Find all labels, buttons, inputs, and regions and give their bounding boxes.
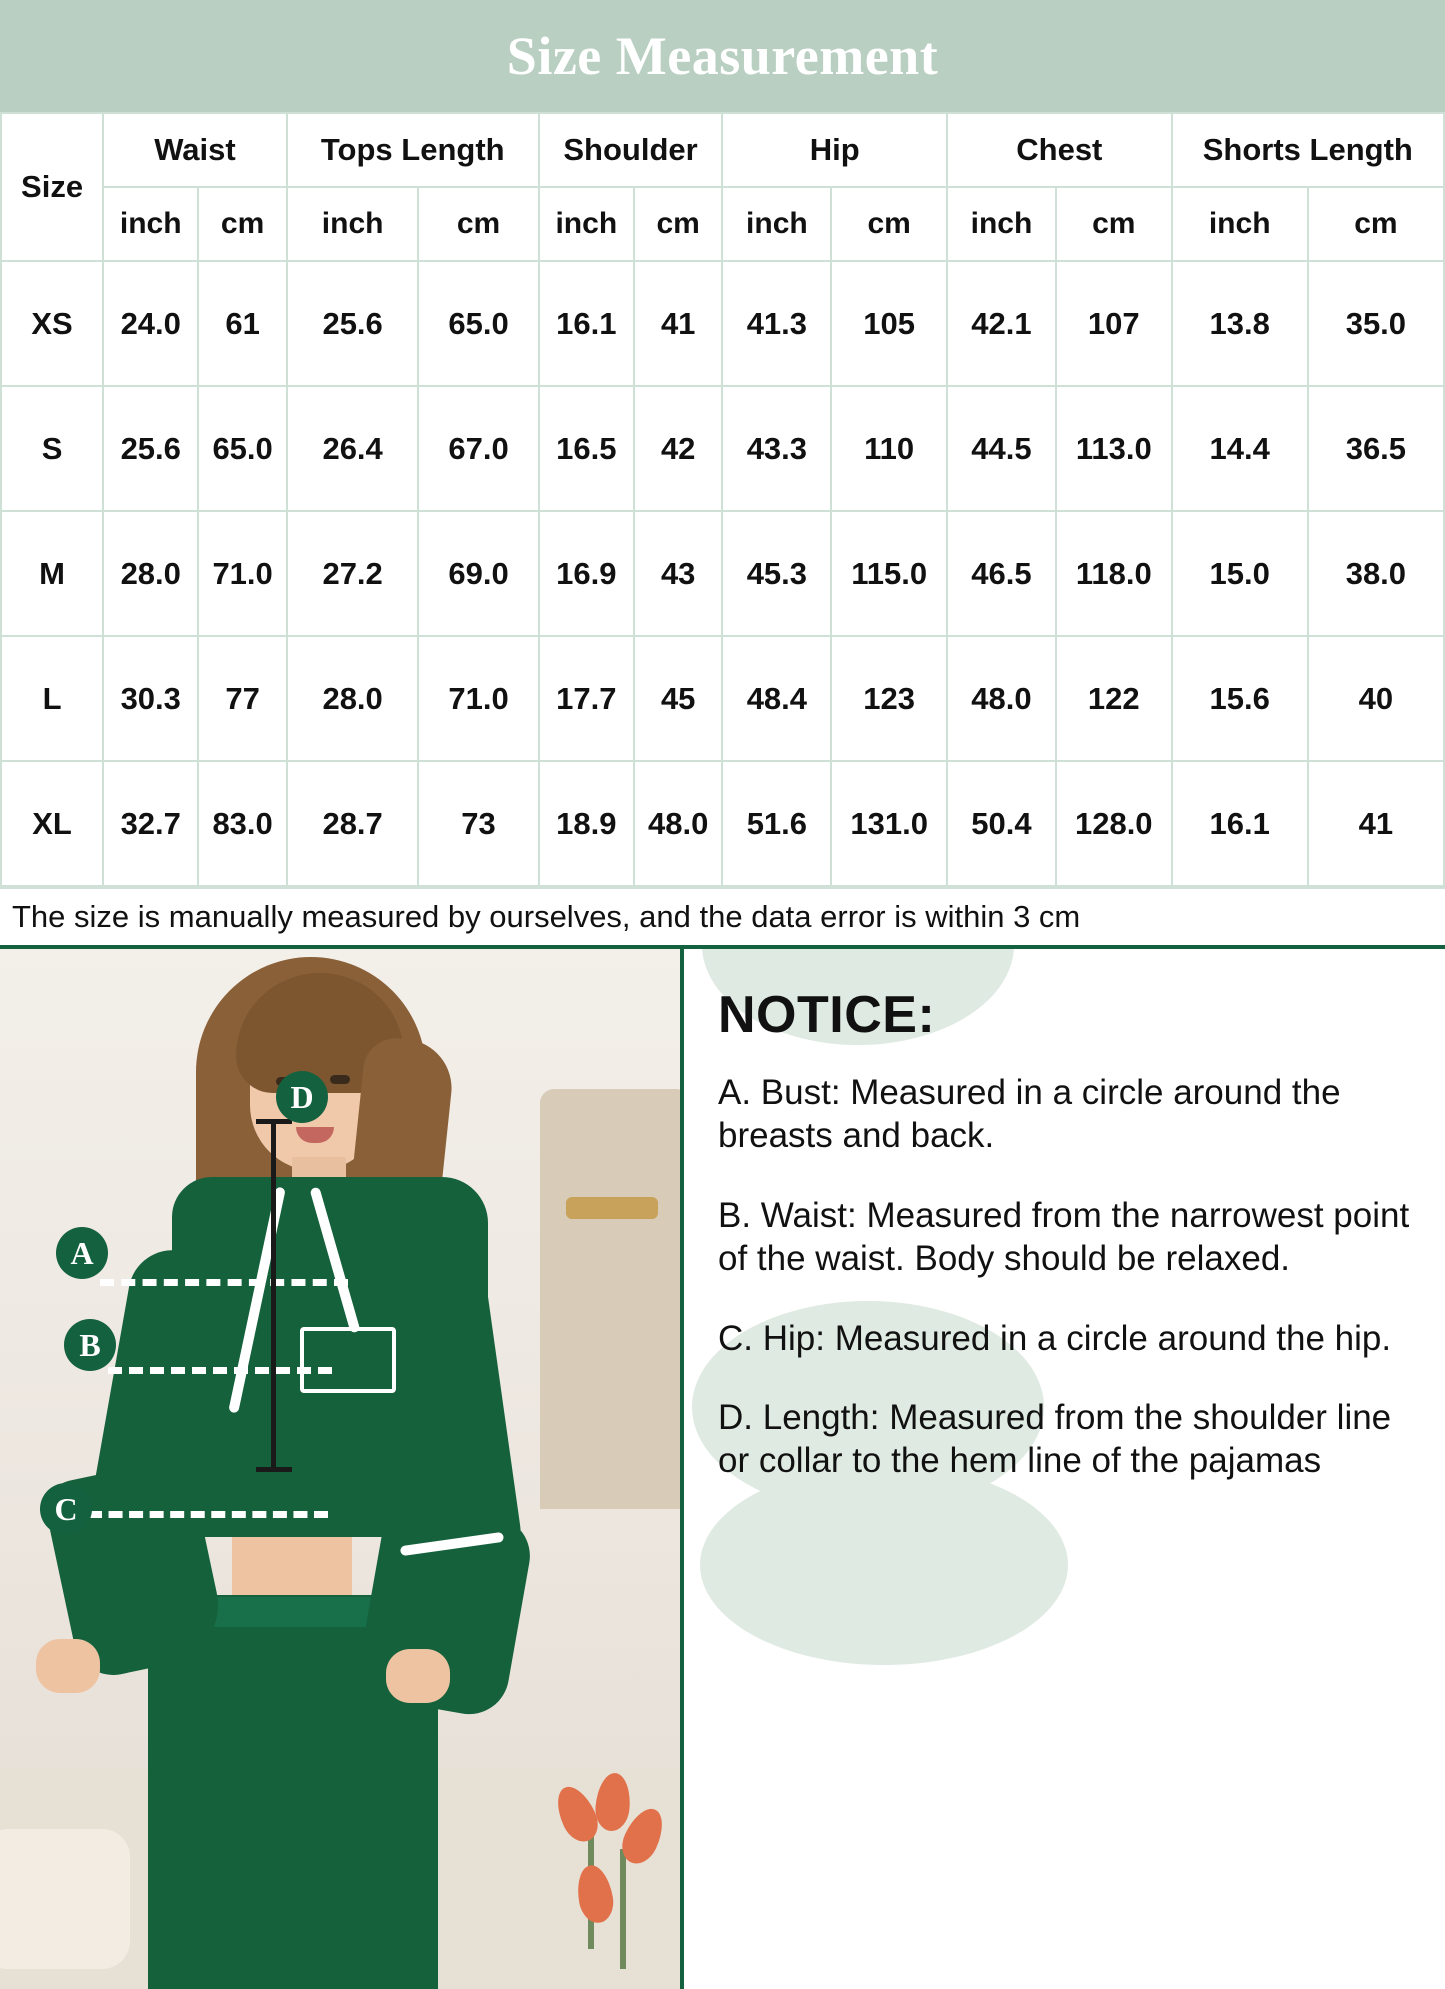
header-group-chest: Chest bbox=[947, 113, 1172, 187]
bust-measure-line bbox=[100, 1279, 348, 1286]
cell: 45 bbox=[634, 636, 722, 761]
row-size-label: M bbox=[1, 511, 103, 636]
cell: 128.0 bbox=[1056, 761, 1172, 886]
cell: 77 bbox=[198, 636, 286, 761]
table-group-header-row bbox=[1, 113, 1444, 187]
chest-pocket bbox=[300, 1327, 396, 1393]
cell: 42 bbox=[634, 386, 722, 511]
cell: 38.0 bbox=[1308, 511, 1444, 636]
size-table-wrapper bbox=[0, 112, 1445, 887]
marker-b: B bbox=[64, 1319, 116, 1371]
cell: 123 bbox=[831, 636, 947, 761]
length-tick-top bbox=[256, 1119, 292, 1124]
cell: 16.1 bbox=[1172, 761, 1308, 886]
cell: 83.0 bbox=[198, 761, 286, 886]
notice-item-hip: C. Hip: Measured in a circle around the hip. bbox=[718, 1318, 1392, 1358]
cell: 15.0 bbox=[1172, 511, 1308, 636]
header-unit-8: inch bbox=[947, 187, 1056, 261]
cell: 28.7 bbox=[287, 761, 419, 886]
cell: 71.0 bbox=[418, 636, 538, 761]
notice-item-length: D. Length: Measured from the shoulder line or collar to the hem line of the pajamas bbox=[718, 1397, 1392, 1481]
table-footnote: The size is manually measured by ourselves, and the data error is within 3 cm bbox=[0, 887, 1445, 949]
model-photo bbox=[0, 949, 684, 1989]
cell: 115.0 bbox=[831, 511, 947, 636]
header-unit-3: cm bbox=[418, 187, 538, 261]
page-title: Size Measurement bbox=[506, 26, 939, 86]
notice-panel bbox=[684, 949, 1445, 1989]
model-figure bbox=[0, 949, 684, 1989]
cell: 18.9 bbox=[539, 761, 634, 886]
cell: 30.3 bbox=[103, 636, 198, 761]
row-size-label: L bbox=[1, 636, 103, 761]
cell: 42.1 bbox=[947, 261, 1056, 386]
header-group-tops-length: Tops Length bbox=[287, 113, 539, 187]
table-row bbox=[1, 511, 1444, 636]
notice-item-waist: B. Waist: Measured from the narrowest point of the waist. Body should be relaxed. bbox=[718, 1195, 1410, 1279]
cell: 13.8 bbox=[1172, 261, 1308, 386]
cell: 50.4 bbox=[947, 761, 1056, 886]
header-unit-9: cm bbox=[1056, 187, 1172, 261]
table-unit-header-row bbox=[1, 187, 1444, 261]
hand-right bbox=[386, 1649, 450, 1703]
cell: 131.0 bbox=[831, 761, 947, 886]
header-unit-5: cm bbox=[634, 187, 722, 261]
cell: 25.6 bbox=[103, 386, 198, 511]
cell: 118.0 bbox=[1056, 511, 1172, 636]
cell: 43.3 bbox=[722, 386, 831, 511]
cell: 16.1 bbox=[539, 261, 634, 386]
header-unit-6: inch bbox=[722, 187, 831, 261]
cell: 48.0 bbox=[634, 761, 722, 886]
cell: 43 bbox=[634, 511, 722, 636]
header-group-shorts-length: Shorts Length bbox=[1172, 113, 1444, 187]
cell: 48.0 bbox=[947, 636, 1056, 761]
cell: 45.3 bbox=[722, 511, 831, 636]
cell: 107 bbox=[1056, 261, 1172, 386]
cell: 25.6 bbox=[287, 261, 419, 386]
hand-left bbox=[36, 1639, 100, 1693]
cell: 28.0 bbox=[103, 511, 198, 636]
table-row bbox=[1, 761, 1444, 886]
header-unit-1: cm bbox=[198, 187, 286, 261]
header-unit-4: inch bbox=[539, 187, 634, 261]
cell: 122 bbox=[1056, 636, 1172, 761]
cell: 67.0 bbox=[418, 386, 538, 511]
cell: 105 bbox=[831, 261, 947, 386]
header-size: Size bbox=[1, 113, 103, 261]
header-unit-11: cm bbox=[1308, 187, 1444, 261]
notice-item-bust: A. Bust: Measured in a circle around the breasts and back. bbox=[718, 1073, 1341, 1156]
cell: 71.0 bbox=[198, 511, 286, 636]
cell: 41 bbox=[634, 261, 722, 386]
header-group-waist: Waist bbox=[103, 113, 287, 187]
cell: 35.0 bbox=[1308, 261, 1444, 386]
cell: 65.0 bbox=[198, 386, 286, 511]
cell: 32.7 bbox=[103, 761, 198, 886]
cell: 48.4 bbox=[722, 636, 831, 761]
header-unit-7: cm bbox=[831, 187, 947, 261]
decorative-blob bbox=[700, 1465, 1068, 1665]
bottom-section bbox=[0, 949, 1445, 1989]
cell: 44.5 bbox=[947, 386, 1056, 511]
cell: 41.3 bbox=[722, 261, 831, 386]
header-unit-0: inch bbox=[103, 187, 198, 261]
header-group-shoulder: Shoulder bbox=[539, 113, 723, 187]
header-banner bbox=[0, 0, 1445, 112]
cell: 40 bbox=[1308, 636, 1444, 761]
length-tick-bottom bbox=[256, 1467, 292, 1472]
length-measure-line bbox=[271, 1119, 276, 1471]
size-measurement-table bbox=[0, 112, 1445, 887]
row-size-label: XS bbox=[1, 261, 103, 386]
cell: 14.4 bbox=[1172, 386, 1308, 511]
header-unit-10: inch bbox=[1172, 187, 1308, 261]
table-row bbox=[1, 261, 1444, 386]
header-group-hip: Hip bbox=[722, 113, 947, 187]
header-unit-2: inch bbox=[287, 187, 419, 261]
eye-right bbox=[330, 1075, 350, 1084]
marker-d: D bbox=[276, 1071, 328, 1123]
cell: 16.5 bbox=[539, 386, 634, 511]
notice-title: NOTICE: bbox=[718, 986, 936, 1044]
waist-measure-line bbox=[108, 1367, 332, 1374]
cell: 24.0 bbox=[103, 261, 198, 386]
cell: 26.4 bbox=[287, 386, 419, 511]
cell: 46.5 bbox=[947, 511, 1056, 636]
table-row bbox=[1, 636, 1444, 761]
cell: 16.9 bbox=[539, 511, 634, 636]
cell: 41 bbox=[1308, 761, 1444, 886]
cell: 17.7 bbox=[539, 636, 634, 761]
cell: 28.0 bbox=[287, 636, 419, 761]
cell: 36.5 bbox=[1308, 386, 1444, 511]
cell: 113.0 bbox=[1056, 386, 1172, 511]
cell: 110 bbox=[831, 386, 947, 511]
hip-measure-line bbox=[88, 1511, 328, 1518]
cell: 51.6 bbox=[722, 761, 831, 886]
cell: 73 bbox=[418, 761, 538, 886]
row-size-label: XL bbox=[1, 761, 103, 886]
row-size-label: S bbox=[1, 386, 103, 511]
table-row bbox=[1, 386, 1444, 511]
cell: 65.0 bbox=[418, 261, 538, 386]
marker-a: A bbox=[56, 1227, 108, 1279]
cell: 15.6 bbox=[1172, 636, 1308, 761]
cell: 27.2 bbox=[287, 511, 419, 636]
marker-c: C bbox=[40, 1483, 92, 1535]
cell: 69.0 bbox=[418, 511, 538, 636]
cell: 61 bbox=[198, 261, 286, 386]
